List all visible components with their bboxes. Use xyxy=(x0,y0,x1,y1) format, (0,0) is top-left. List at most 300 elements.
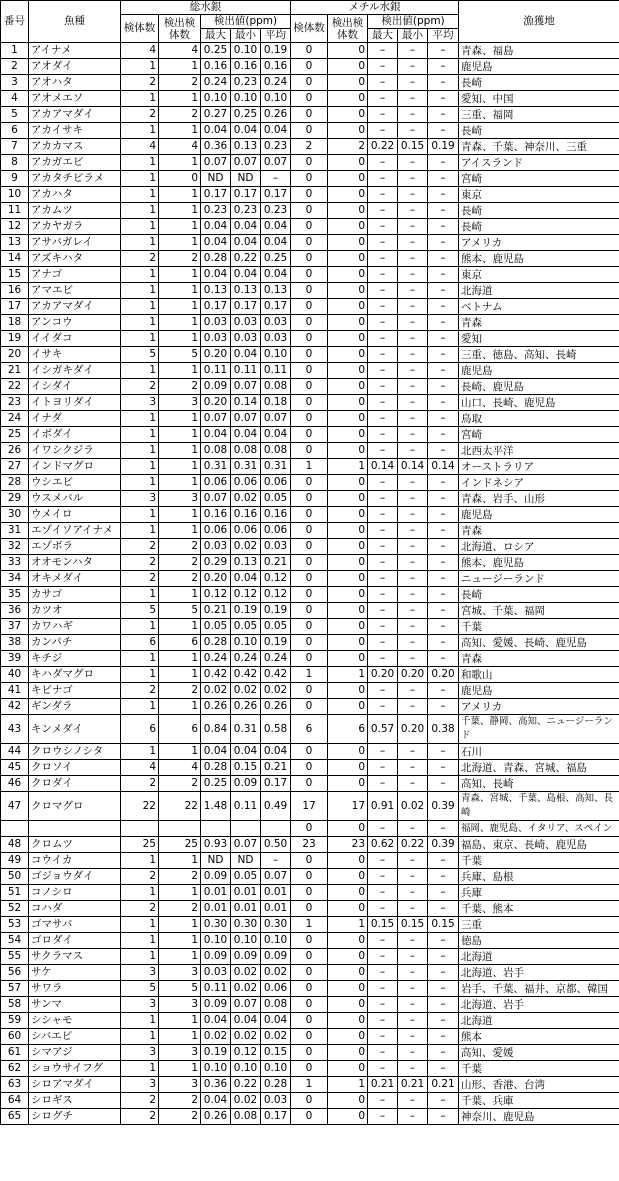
cell-methyl-max: – xyxy=(368,427,398,443)
cell-total-count: 1 xyxy=(121,155,159,171)
cell-methyl-min: – xyxy=(398,853,428,869)
cell-total-avg: 0.24 xyxy=(261,651,291,667)
cell-methyl-min: – xyxy=(398,683,428,699)
cell-methyl-max: – xyxy=(368,587,398,603)
header-methyl-detected-count: 検出検体数 xyxy=(328,15,368,43)
cell-methyl-count: 0 xyxy=(291,635,328,651)
cell-total-max: 0.30 xyxy=(201,917,231,933)
cell-methyl-avg: – xyxy=(428,427,459,443)
cell-total-count: 1 xyxy=(121,411,159,427)
cell-total-max: 0.01 xyxy=(201,901,231,917)
cell-methyl-detected: 0 xyxy=(328,539,368,555)
cell-methyl-max: – xyxy=(368,59,398,75)
cell-total-avg: 0.10 xyxy=(261,933,291,949)
cell-region: 鹿児島 xyxy=(459,363,619,379)
cell-region: 北海道、ロシア xyxy=(459,539,619,555)
cell-total-avg: 0.04 xyxy=(261,235,291,251)
cell-methyl-count: 0 xyxy=(291,411,328,427)
cell-methyl-avg: – xyxy=(428,1093,459,1109)
cell-region: 和歌山 xyxy=(459,667,619,683)
cell-total-min: 0.09 xyxy=(231,776,261,792)
table-row xyxy=(1,1093,619,1109)
cell-total-detected: 1 xyxy=(159,667,201,683)
cell-species: カワハギ xyxy=(29,619,121,635)
cell-total-max: 0.07 xyxy=(201,155,231,171)
cell-region: 鹿児島 xyxy=(459,507,619,523)
cell-methyl-min: – xyxy=(398,363,428,379)
cell-methyl-avg: – xyxy=(428,776,459,792)
cell-methyl-count: 0 xyxy=(291,651,328,667)
cell-methyl-min: – xyxy=(398,933,428,949)
cell-total-detected: 1 xyxy=(159,363,201,379)
cell-methyl-detected: 0 xyxy=(328,107,368,123)
cell-species: アカガエビ xyxy=(29,155,121,171)
cell-total-min: 0.10 xyxy=(231,933,261,949)
cell-methyl-min: – xyxy=(398,901,428,917)
cell-methyl-detected: 0 xyxy=(328,869,368,885)
cell-methyl-count: 0 xyxy=(291,491,328,507)
cell-total-count: 1 xyxy=(121,363,159,379)
cell-total-min: 0.11 xyxy=(231,792,261,821)
cell-methyl-detected: 0 xyxy=(328,523,368,539)
cell-no: 65 xyxy=(1,1109,29,1125)
cell-methyl-min: – xyxy=(398,107,428,123)
cell-methyl-min: – xyxy=(398,1109,428,1125)
cell-total-count: 1 xyxy=(121,123,159,139)
cell-total-max: 0.26 xyxy=(201,1109,231,1125)
cell-total-count: 1 xyxy=(121,203,159,219)
cell-total-avg: 0.03 xyxy=(261,331,291,347)
cell-species: サクラマス xyxy=(29,949,121,965)
cell-region: 高知、愛媛、長崎、鹿児島 xyxy=(459,635,619,651)
cell-methyl-avg: – xyxy=(428,315,459,331)
cell-total-min xyxy=(231,821,261,837)
cell-methyl-avg: – xyxy=(428,107,459,123)
cell-region: 石川 xyxy=(459,744,619,760)
cell-total-detected: 2 xyxy=(159,683,201,699)
cell-total-avg: 0.23 xyxy=(261,203,291,219)
cell-total-count: 3 xyxy=(121,1045,159,1061)
cell-total-min: 0.04 xyxy=(231,267,261,283)
cell-methyl-avg: – xyxy=(428,1061,459,1077)
cell-methyl-avg: – xyxy=(428,443,459,459)
cell-total-min: 0.04 xyxy=(231,427,261,443)
cell-methyl-min: – xyxy=(398,1093,428,1109)
cell-methyl-min: – xyxy=(398,699,428,715)
table-row xyxy=(1,667,619,683)
cell-methyl-count: 0 xyxy=(291,315,328,331)
cell-total-max xyxy=(201,821,231,837)
table-row xyxy=(1,917,619,933)
cell-total-count: 1 xyxy=(121,1061,159,1077)
cell-no: 51 xyxy=(1,885,29,901)
cell-no: 57 xyxy=(1,981,29,997)
cell-total-detected: 1 xyxy=(159,411,201,427)
table-row xyxy=(1,411,619,427)
cell-region: 北海道、青森、宮城、福島 xyxy=(459,760,619,776)
cell-total-max: 0.03 xyxy=(201,331,231,347)
cell-total-min: 0.11 xyxy=(231,363,261,379)
cell-region: 青森、宮城、千葉、島根、高知、長崎 xyxy=(459,792,619,821)
cell-total-detected: 2 xyxy=(159,251,201,267)
table-row xyxy=(1,949,619,965)
cell-total-avg: 0.04 xyxy=(261,219,291,235)
cell-methyl-min: – xyxy=(398,315,428,331)
cell-methyl-max: – xyxy=(368,171,398,187)
cell-total-min: 0.42 xyxy=(231,667,261,683)
cell-total-min: 0.30 xyxy=(231,917,261,933)
cell-methyl-avg: 0.15 xyxy=(428,917,459,933)
cell-region: 長崎 xyxy=(459,219,619,235)
cell-total-avg: 0.03 xyxy=(261,539,291,555)
cell-region: 青森、福島 xyxy=(459,43,619,59)
cell-no: 20 xyxy=(1,347,29,363)
cell-total-min: 0.04 xyxy=(231,235,261,251)
cell-methyl-min: – xyxy=(398,283,428,299)
cell-no: 13 xyxy=(1,235,29,251)
cell-total-min: 0.09 xyxy=(231,949,261,965)
table-row xyxy=(1,635,619,651)
cell-total-count: 4 xyxy=(121,139,159,155)
cell-methyl-detected: 0 xyxy=(328,776,368,792)
cell-total-count: 1 xyxy=(121,443,159,459)
cell-total-avg: 0.06 xyxy=(261,475,291,491)
cell-total-detected: 3 xyxy=(159,965,201,981)
table-row xyxy=(1,539,619,555)
cell-total-avg: 0.21 xyxy=(261,555,291,571)
cell-methyl-count: 0 xyxy=(291,744,328,760)
cell-region: 千葉、熊本 xyxy=(459,901,619,917)
cell-methyl-max: – xyxy=(368,933,398,949)
cell-methyl-detected: 0 xyxy=(328,475,368,491)
cell-total-detected: 1 xyxy=(159,203,201,219)
cell-methyl-count: 0 xyxy=(291,603,328,619)
cell-total-count: 1 xyxy=(121,315,159,331)
cell-total-max: 0.04 xyxy=(201,1013,231,1029)
cell-total-detected: 1 xyxy=(159,427,201,443)
cell-total-detected: 2 xyxy=(159,75,201,91)
table-row xyxy=(1,475,619,491)
cell-methyl-avg: – xyxy=(428,760,459,776)
cell-total-avg: 0.25 xyxy=(261,251,291,267)
cell-methyl-max: – xyxy=(368,949,398,965)
cell-total-min: 0.14 xyxy=(231,395,261,411)
cell-region: 北海道、岩手 xyxy=(459,997,619,1013)
cell-methyl-detected: 1 xyxy=(328,459,368,475)
cell-total-min: 0.08 xyxy=(231,443,261,459)
cell-methyl-detected: 0 xyxy=(328,203,368,219)
cell-methyl-min: – xyxy=(398,427,428,443)
cell-methyl-detected: 1 xyxy=(328,1077,368,1093)
cell-methyl-avg: – xyxy=(428,43,459,59)
cell-total-avg: 0.08 xyxy=(261,379,291,395)
cell-no: 62 xyxy=(1,1061,29,1077)
cell-species: オオモンハタ xyxy=(29,555,121,571)
cell-total-avg: 0.03 xyxy=(261,1093,291,1109)
cell-methyl-avg: – xyxy=(428,507,459,523)
cell-methyl-max: 0.14 xyxy=(368,459,398,475)
cell-region: 宮城、千葉、福岡 xyxy=(459,603,619,619)
cell-no: 34 xyxy=(1,571,29,587)
cell-total-max: 0.17 xyxy=(201,299,231,315)
cell-methyl-avg: 0.39 xyxy=(428,837,459,853)
cell-methyl-max: – xyxy=(368,869,398,885)
cell-methyl-avg: – xyxy=(428,251,459,267)
cell-total-min: 0.24 xyxy=(231,651,261,667)
cell-species: ウスメバル xyxy=(29,491,121,507)
cell-total-count: 1 xyxy=(121,91,159,107)
cell-total-max: 0.04 xyxy=(201,235,231,251)
cell-methyl-avg: – xyxy=(428,651,459,667)
cell-methyl-count: 0 xyxy=(291,187,328,203)
table-row xyxy=(1,1045,619,1061)
cell-species: コハダ xyxy=(29,901,121,917)
cell-region: ベトナム xyxy=(459,299,619,315)
cell-no: 27 xyxy=(1,459,29,475)
cell-methyl-detected: 0 xyxy=(328,283,368,299)
cell-region: 千葉、静岡、高知、ニュージーランド xyxy=(459,715,619,744)
cell-no: 30 xyxy=(1,507,29,523)
cell-methyl-min: – xyxy=(398,171,428,187)
table-row xyxy=(1,571,619,587)
cell-no: 41 xyxy=(1,683,29,699)
cell-total-min: 0.16 xyxy=(231,59,261,75)
cell-total-detected: 1 xyxy=(159,949,201,965)
cell-methyl-avg: – xyxy=(428,123,459,139)
cell-methyl-min: – xyxy=(398,965,428,981)
cell-no: 8 xyxy=(1,155,29,171)
cell-total-min: 0.23 xyxy=(231,203,261,219)
cell-methyl-min: – xyxy=(398,555,428,571)
cell-no: 53 xyxy=(1,917,29,933)
cell-methyl-avg: – xyxy=(428,267,459,283)
cell-methyl-count: 0 xyxy=(291,1109,328,1125)
cell-methyl-max: 0.21 xyxy=(368,1077,398,1093)
cell-methyl-max: 0.57 xyxy=(368,715,398,744)
cell-methyl-count: 0 xyxy=(291,427,328,443)
cell-total-max: 0.16 xyxy=(201,507,231,523)
cell-region: 千葉 xyxy=(459,1061,619,1077)
cell-species: イワシクジラ xyxy=(29,443,121,459)
cell-total-min: 0.19 xyxy=(231,603,261,619)
cell-total-detected: 1 xyxy=(159,315,201,331)
cell-no: 24 xyxy=(1,411,29,427)
cell-species: シロギス xyxy=(29,1093,121,1109)
cell-species: ショウサイフグ xyxy=(29,1061,121,1077)
cell-total-detected: 1 xyxy=(159,187,201,203)
cell-methyl-detected: 1 xyxy=(328,917,368,933)
cell-methyl-detected: 0 xyxy=(328,507,368,523)
cell-methyl-avg: – xyxy=(428,821,459,837)
table-row xyxy=(1,1029,619,1045)
cell-species: エゾボラ xyxy=(29,539,121,555)
cell-methyl-min: 0.22 xyxy=(398,837,428,853)
cell-region: 北海道 xyxy=(459,949,619,965)
cell-total-count: 6 xyxy=(121,715,159,744)
table-row xyxy=(1,901,619,917)
cell-methyl-count: 0 xyxy=(291,760,328,776)
cell-total-avg: 0.19 xyxy=(261,43,291,59)
cell-methyl-avg: – xyxy=(428,75,459,91)
cell-total-count: 1 xyxy=(121,1013,159,1029)
cell-total-detected: 1 xyxy=(159,459,201,475)
cell-methyl-max: – xyxy=(368,315,398,331)
table-row xyxy=(1,744,619,760)
cell-no: 21 xyxy=(1,363,29,379)
cell-methyl-min: – xyxy=(398,155,428,171)
cell-total-min: 0.06 xyxy=(231,475,261,491)
cell-methyl-avg: – xyxy=(428,981,459,997)
cell-methyl-avg: – xyxy=(428,699,459,715)
table-row xyxy=(1,885,619,901)
table-row xyxy=(1,443,619,459)
cell-methyl-detected: 0 xyxy=(328,885,368,901)
cell-total-min: 0.04 xyxy=(231,571,261,587)
table-row xyxy=(1,107,619,123)
cell-methyl-detected: 0 xyxy=(328,933,368,949)
cell-no: 14 xyxy=(1,251,29,267)
cell-no: 18 xyxy=(1,315,29,331)
header-total-max: 最大 xyxy=(201,29,231,43)
cell-methyl-max: – xyxy=(368,491,398,507)
cell-methyl-min: – xyxy=(398,635,428,651)
cell-total-count: 1 xyxy=(121,219,159,235)
cell-methyl-avg: – xyxy=(428,91,459,107)
cell-total-avg: 0.17 xyxy=(261,776,291,792)
cell-species xyxy=(29,821,121,837)
cell-no: 39 xyxy=(1,651,29,667)
cell-total-count: 1 xyxy=(121,699,159,715)
cell-methyl-max: – xyxy=(368,619,398,635)
cell-methyl-avg: – xyxy=(428,299,459,315)
cell-no: 47 xyxy=(1,792,29,821)
cell-region: インドネシア xyxy=(459,475,619,491)
cell-region: 愛知 xyxy=(459,331,619,347)
cell-methyl-avg: 0.39 xyxy=(428,792,459,821)
cell-region: 青森 xyxy=(459,315,619,331)
table-body xyxy=(1,43,619,1125)
cell-total-min: 0.05 xyxy=(231,869,261,885)
cell-methyl-count: 0 xyxy=(291,75,328,91)
cell-methyl-detected: 0 xyxy=(328,299,368,315)
cell-methyl-min: – xyxy=(398,379,428,395)
cell-total-avg: 0.02 xyxy=(261,965,291,981)
cell-methyl-max: – xyxy=(368,651,398,667)
table-row xyxy=(1,1077,619,1093)
cell-total-avg: 0.01 xyxy=(261,885,291,901)
table-row xyxy=(1,603,619,619)
cell-methyl-min: – xyxy=(398,219,428,235)
table-row xyxy=(1,251,619,267)
cell-total-detected: 2 xyxy=(159,1093,201,1109)
table-row xyxy=(1,555,619,571)
cell-species: クロウシノシタ xyxy=(29,744,121,760)
cell-methyl-max: – xyxy=(368,885,398,901)
cell-total-max: 0.84 xyxy=(201,715,231,744)
cell-methyl-count: 0 xyxy=(291,1029,328,1045)
cell-no: 36 xyxy=(1,603,29,619)
cell-no: 26 xyxy=(1,443,29,459)
cell-methyl-avg: – xyxy=(428,187,459,203)
cell-methyl-max: – xyxy=(368,347,398,363)
cell-no: 63 xyxy=(1,1077,29,1093)
cell-total-max: 0.04 xyxy=(201,123,231,139)
cell-region: 三重 xyxy=(459,917,619,933)
cell-total-count: 2 xyxy=(121,683,159,699)
table-row xyxy=(1,123,619,139)
cell-methyl-detected: 0 xyxy=(328,235,368,251)
cell-region: 長崎 xyxy=(459,587,619,603)
cell-methyl-avg: – xyxy=(428,235,459,251)
cell-total-max: 0.04 xyxy=(201,1093,231,1109)
cell-total-count: 6 xyxy=(121,635,159,651)
cell-total-count: 25 xyxy=(121,837,159,853)
cell-total-avg: 0.03 xyxy=(261,315,291,331)
cell-methyl-avg: – xyxy=(428,571,459,587)
cell-region: 青森、千葉、神奈川、三重 xyxy=(459,139,619,155)
cell-species: ゴマサバ xyxy=(29,917,121,933)
cell-no: 22 xyxy=(1,379,29,395)
cell-total-avg: 0.23 xyxy=(261,139,291,155)
cell-total-count: 2 xyxy=(121,1093,159,1109)
cell-methyl-count: 0 xyxy=(291,235,328,251)
header-methyl-max: 最大 xyxy=(368,29,398,43)
cell-total-max: 0.27 xyxy=(201,107,231,123)
table-row xyxy=(1,776,619,792)
cell-total-count: 1 xyxy=(121,235,159,251)
cell-total-count: 2 xyxy=(121,776,159,792)
cell-methyl-detected: 0 xyxy=(328,603,368,619)
cell-total-max: 0.20 xyxy=(201,395,231,411)
cell-no: 49 xyxy=(1,853,29,869)
cell-region: 鹿児島 xyxy=(459,683,619,699)
table-row xyxy=(1,219,619,235)
cell-methyl-count: 0 xyxy=(291,123,328,139)
cell-total-count: 1 xyxy=(121,917,159,933)
cell-total-detected: 1 xyxy=(159,619,201,635)
cell-methyl-min: – xyxy=(398,619,428,635)
cell-methyl-count: 0 xyxy=(291,699,328,715)
cell-methyl-max: – xyxy=(368,603,398,619)
cell-total-avg: 0.10 xyxy=(261,1061,291,1077)
cell-total-detected: 2 xyxy=(159,776,201,792)
cell-total-avg: 0.11 xyxy=(261,363,291,379)
cell-methyl-count: 0 xyxy=(291,155,328,171)
cell-methyl-detected: 0 xyxy=(328,1061,368,1077)
cell-methyl-avg: – xyxy=(428,587,459,603)
cell-species: アオメエソ xyxy=(29,91,121,107)
cell-methyl-avg: – xyxy=(428,331,459,347)
cell-no: 61 xyxy=(1,1045,29,1061)
cell-methyl-max: 0.91 xyxy=(368,792,398,821)
cell-species: アカアマダイ xyxy=(29,299,121,315)
cell-methyl-max: – xyxy=(368,187,398,203)
cell-total-count: 1 xyxy=(121,267,159,283)
cell-total-count: 1 xyxy=(121,667,159,683)
header-methyl-min: 最小 xyxy=(398,29,428,43)
cell-total-min: 0.12 xyxy=(231,1045,261,1061)
header-no: 番号 xyxy=(1,1,29,43)
cell-total-count: 2 xyxy=(121,555,159,571)
cell-methyl-avg: – xyxy=(428,523,459,539)
header-methyl-mercury: メチル水銀 xyxy=(291,1,459,15)
cell-total-avg: 0.07 xyxy=(261,411,291,427)
table-row xyxy=(1,1109,619,1125)
cell-total-detected: 3 xyxy=(159,1077,201,1093)
cell-methyl-max: – xyxy=(368,235,398,251)
cell-total-min: 0.13 xyxy=(231,283,261,299)
cell-methyl-max: – xyxy=(368,1029,398,1045)
